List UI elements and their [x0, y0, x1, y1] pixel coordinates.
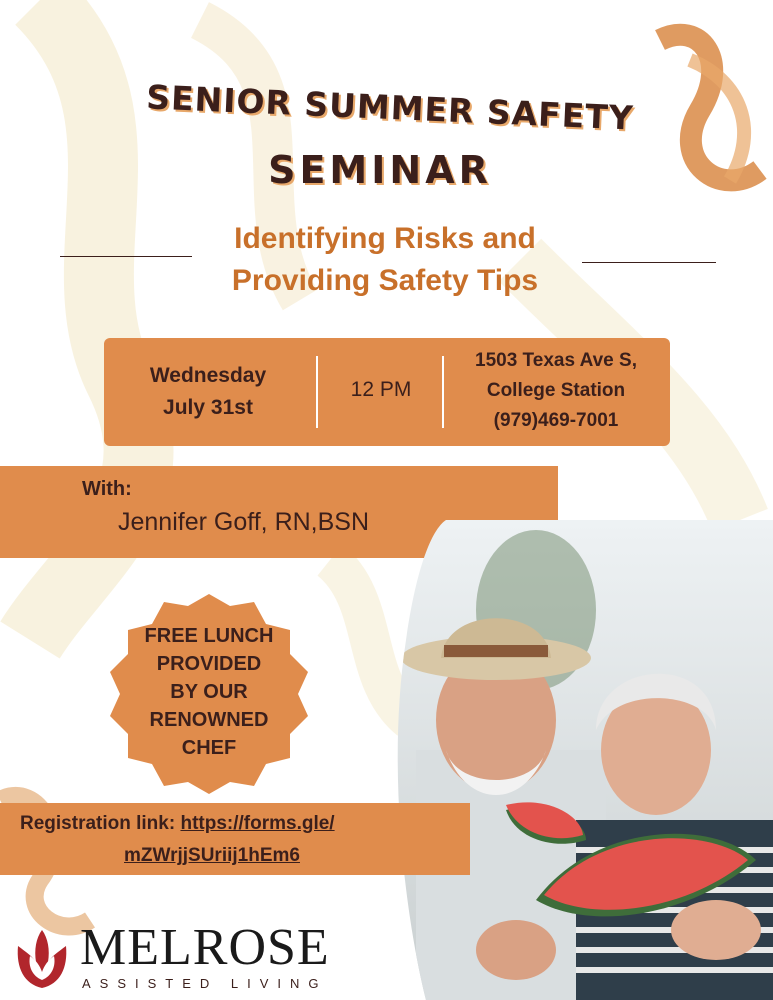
badge-line: FREE LUNCH — [144, 625, 274, 647]
registration-link-part-2[interactable]: mZWrjjSUriij1hEm6 — [124, 845, 300, 866]
presenter-label: With: — [82, 478, 132, 500]
registration-line-1 — [20, 813, 470, 835]
registration-label: Registration link: — [20, 813, 176, 834]
event-location — [448, 346, 664, 436]
address-line-2: College Station — [486, 380, 626, 401]
info-separator — [316, 356, 318, 428]
rose-logo-icon — [14, 928, 70, 990]
presenter-name: Jennifer Goff, RN,BSN — [118, 508, 370, 536]
free-lunch-text — [106, 622, 312, 762]
info-separator — [442, 356, 444, 428]
address-line-1: 1503 Texas Ave S, — [475, 350, 637, 371]
event-day: Wednesday — [149, 364, 267, 387]
event-date — [118, 360, 298, 424]
logo-tagline: ASSISTED LIVING — [82, 976, 328, 991]
registration-link-part-1[interactable]: https://forms.gle/ — [180, 813, 335, 834]
title-line-1: SENIOR SUMMER SAFETY — [145, 77, 635, 138]
title-line-2: SEMINAR — [268, 148, 492, 192]
badge-line: BY OUR — [170, 681, 248, 703]
subtitle — [150, 218, 620, 302]
subtitle-line-1: Identifying Risks and — [234, 222, 536, 255]
event-info-bar — [104, 338, 670, 446]
registration-bar — [0, 803, 470, 875]
logo-wordmark: MELROSE — [80, 919, 330, 976]
subtitle-line-2: Providing Safety Tips — [231, 264, 539, 297]
badge-line: RENOWNED — [149, 709, 269, 731]
couple-watermelon-photo — [386, 520, 773, 1000]
event-time: 12 PM — [350, 378, 412, 401]
event-date-text: July 31st — [163, 396, 253, 419]
badge-line: CHEF — [181, 737, 237, 759]
badge-line: PROVIDED — [156, 653, 262, 675]
phone-number: (979)469-7001 — [493, 410, 619, 431]
